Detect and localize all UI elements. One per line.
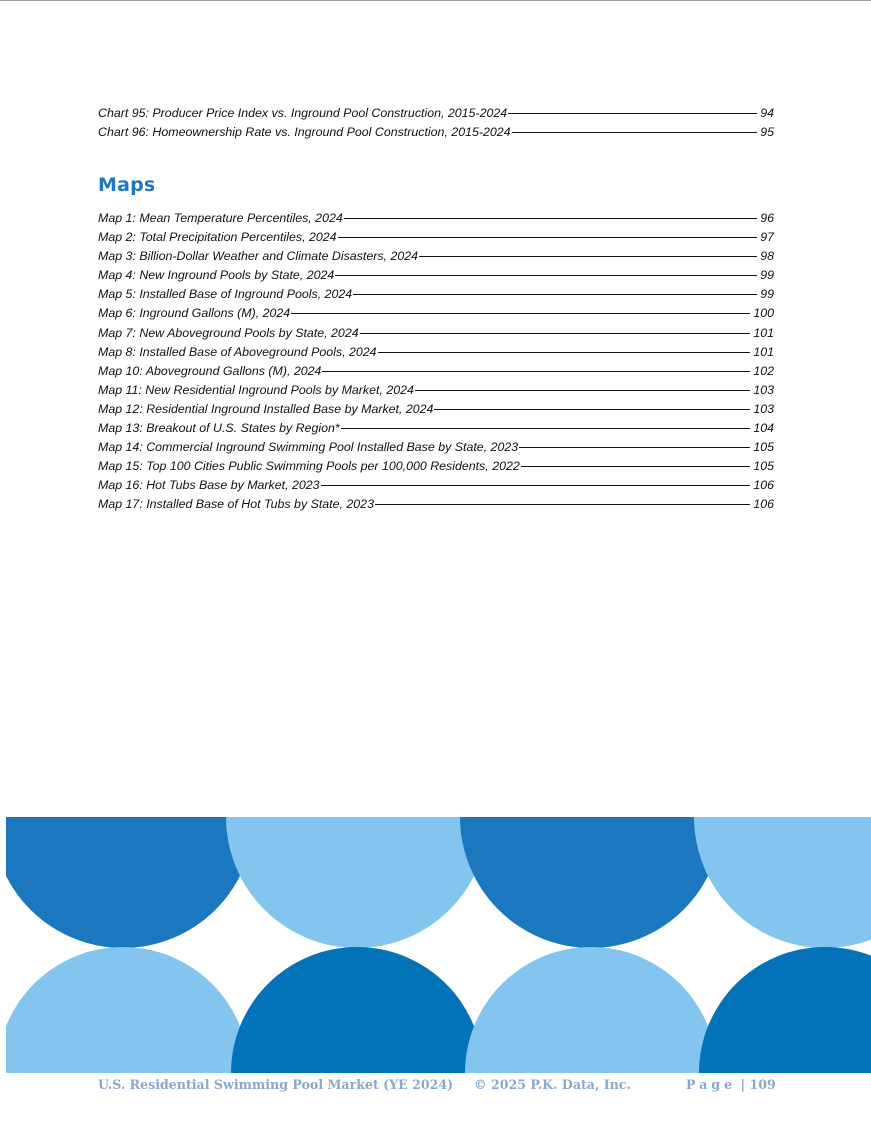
- chart-toc-title: Chart 96: Homeownership Rate vs. Inground Pool Construction, 2015-2024: [98, 125, 511, 140]
- toc-leader-line: [508, 113, 757, 114]
- charts-toc-list: [98, 104, 774, 142]
- map-toc-page-number: 103: [753, 382, 774, 397]
- map-toc-entry[interactable]: [98, 247, 774, 266]
- toc-leader-line: [344, 218, 757, 219]
- toc-leader-line: [353, 294, 757, 295]
- chart-toc-entry[interactable]: [98, 123, 774, 142]
- map-toc-entry[interactable]: [98, 381, 774, 400]
- circle-pattern-graphic: [6, 817, 871, 1073]
- map-toc-page-number: 100: [753, 306, 774, 321]
- footer-page-number: [686, 1076, 776, 1094]
- map-toc-entry[interactable]: [98, 438, 774, 457]
- map-toc-title: Map 17: Installed Base of Hot Tubs by State, 2023: [98, 497, 374, 512]
- map-toc-page-number: 99: [760, 287, 774, 302]
- map-toc-page-number: 103: [753, 401, 774, 416]
- map-toc-title: Map 6: Inground Gallons (M), 2024: [98, 306, 291, 321]
- toc-leader-line: [521, 466, 751, 467]
- map-toc-page-number: 98: [760, 249, 774, 264]
- map-toc-title: Map 5: Installed Base of Inground Pools, 2024: [98, 287, 353, 302]
- chart-toc-title: Chart 95: Producer Price Index vs. Inground Pool Construction, 2015-2024: [98, 106, 508, 120]
- maps-heading: Maps: [98, 174, 156, 196]
- map-toc-entry[interactable]: [98, 324, 774, 343]
- map-toc-entry[interactable]: [98, 400, 774, 419]
- map-toc-entry[interactable]: [98, 209, 774, 228]
- map-toc-entry[interactable]: [98, 419, 774, 438]
- toc-leader-line: [419, 256, 757, 257]
- footer-copyright: © 2025 P.K. Data, Inc.: [474, 1077, 631, 1092]
- toc-leader-line: [512, 132, 758, 133]
- decorative-circle-pattern: [6, 817, 871, 1073]
- map-toc-title: Map 8: Installed Base of Aboveground Pools, 2024: [98, 344, 377, 359]
- map-toc-page-number: 106: [753, 478, 774, 493]
- footer-report-title: U.S. Residential Swimming Pool Market (YE 2024): [98, 1077, 454, 1092]
- toc-leader-line: [321, 485, 751, 486]
- chart-toc-entry[interactable]: [98, 104, 774, 123]
- chart-toc-page-number: 95: [760, 125, 774, 140]
- map-toc-page-number: 104: [753, 421, 774, 436]
- map-toc-page-number: 106: [753, 497, 774, 512]
- map-toc-entry[interactable]: [98, 285, 774, 304]
- toc-leader-line: [519, 447, 750, 448]
- footer-separator: |: [740, 1077, 746, 1092]
- chart-toc-page-number: 94: [760, 106, 774, 120]
- map-toc-title: Map 16: Hot Tubs Base by Market, 2023: [98, 478, 320, 493]
- toc-leader-line: [335, 275, 757, 276]
- map-toc-entry[interactable]: [98, 304, 774, 323]
- map-toc-page-number: 101: [753, 325, 774, 340]
- map-toc-title: Map 10: Aboveground Gallons (M), 2024: [98, 363, 322, 378]
- toc-leader-line: [434, 409, 750, 410]
- map-toc-title: Map 1: Mean Temperature Percentiles, 2024: [98, 211, 343, 225]
- map-toc-title: Map 13: Breakout of U.S. States by Region*: [98, 421, 340, 436]
- map-toc-title: Map 2: Total Precipitation Percentiles, 2024: [98, 230, 337, 245]
- map-toc-title: Map 4: New Inground Pools by State, 2024: [98, 268, 335, 283]
- toc-leader-line: [415, 390, 750, 391]
- map-toc-title: Map 3: Billion-Dollar Weather and Climate Disasters, 2024: [98, 249, 419, 264]
- toc-leader-line: [338, 237, 758, 238]
- map-toc-entry[interactable]: [98, 457, 774, 476]
- toc-leader-line: [360, 333, 751, 334]
- map-toc-title: Map 14: Commercial Inground Swimming Pool Installed Base by State, 2023: [98, 440, 519, 455]
- map-toc-entry[interactable]: [98, 228, 774, 247]
- map-toc-entry[interactable]: [98, 266, 774, 285]
- toc-leader-line: [375, 504, 750, 505]
- map-toc-page-number: 101: [753, 344, 774, 359]
- map-toc-page-number: 105: [753, 440, 774, 455]
- toc-leader-line: [291, 313, 750, 314]
- map-toc-title: Map 11: New Residential Inground Pools by Market, 2024: [98, 382, 414, 397]
- toc-leader-line: [341, 428, 751, 429]
- map-toc-title: Map 7: New Aboveground Pools by State, 2024: [98, 325, 359, 340]
- footer-page-label: Page: [686, 1077, 737, 1092]
- map-toc-title: Map 15: Top 100 Cities Public Swimming Pools per 100,000 Residents, 2022: [98, 459, 520, 474]
- map-toc-page-number: 99: [760, 268, 774, 283]
- map-toc-entry[interactable]: [98, 495, 774, 514]
- map-toc-page-number: 102: [753, 363, 774, 378]
- map-toc-entry[interactable]: [98, 362, 774, 381]
- map-toc-entry[interactable]: [98, 476, 774, 495]
- footer-page-value: 109: [749, 1077, 776, 1092]
- maps-toc-list: [98, 209, 774, 515]
- map-toc-page-number: 97: [760, 230, 774, 245]
- map-toc-page-number: 105: [753, 459, 774, 474]
- map-toc-page-number: 96: [760, 211, 774, 225]
- map-toc-entry[interactable]: [98, 343, 774, 362]
- toc-leader-line: [322, 371, 750, 372]
- map-toc-title: Map 12: Residential Inground Installed Base by Market, 2024: [98, 401, 434, 416]
- page-top-rule: [0, 0, 871, 1]
- toc-leader-line: [378, 352, 751, 353]
